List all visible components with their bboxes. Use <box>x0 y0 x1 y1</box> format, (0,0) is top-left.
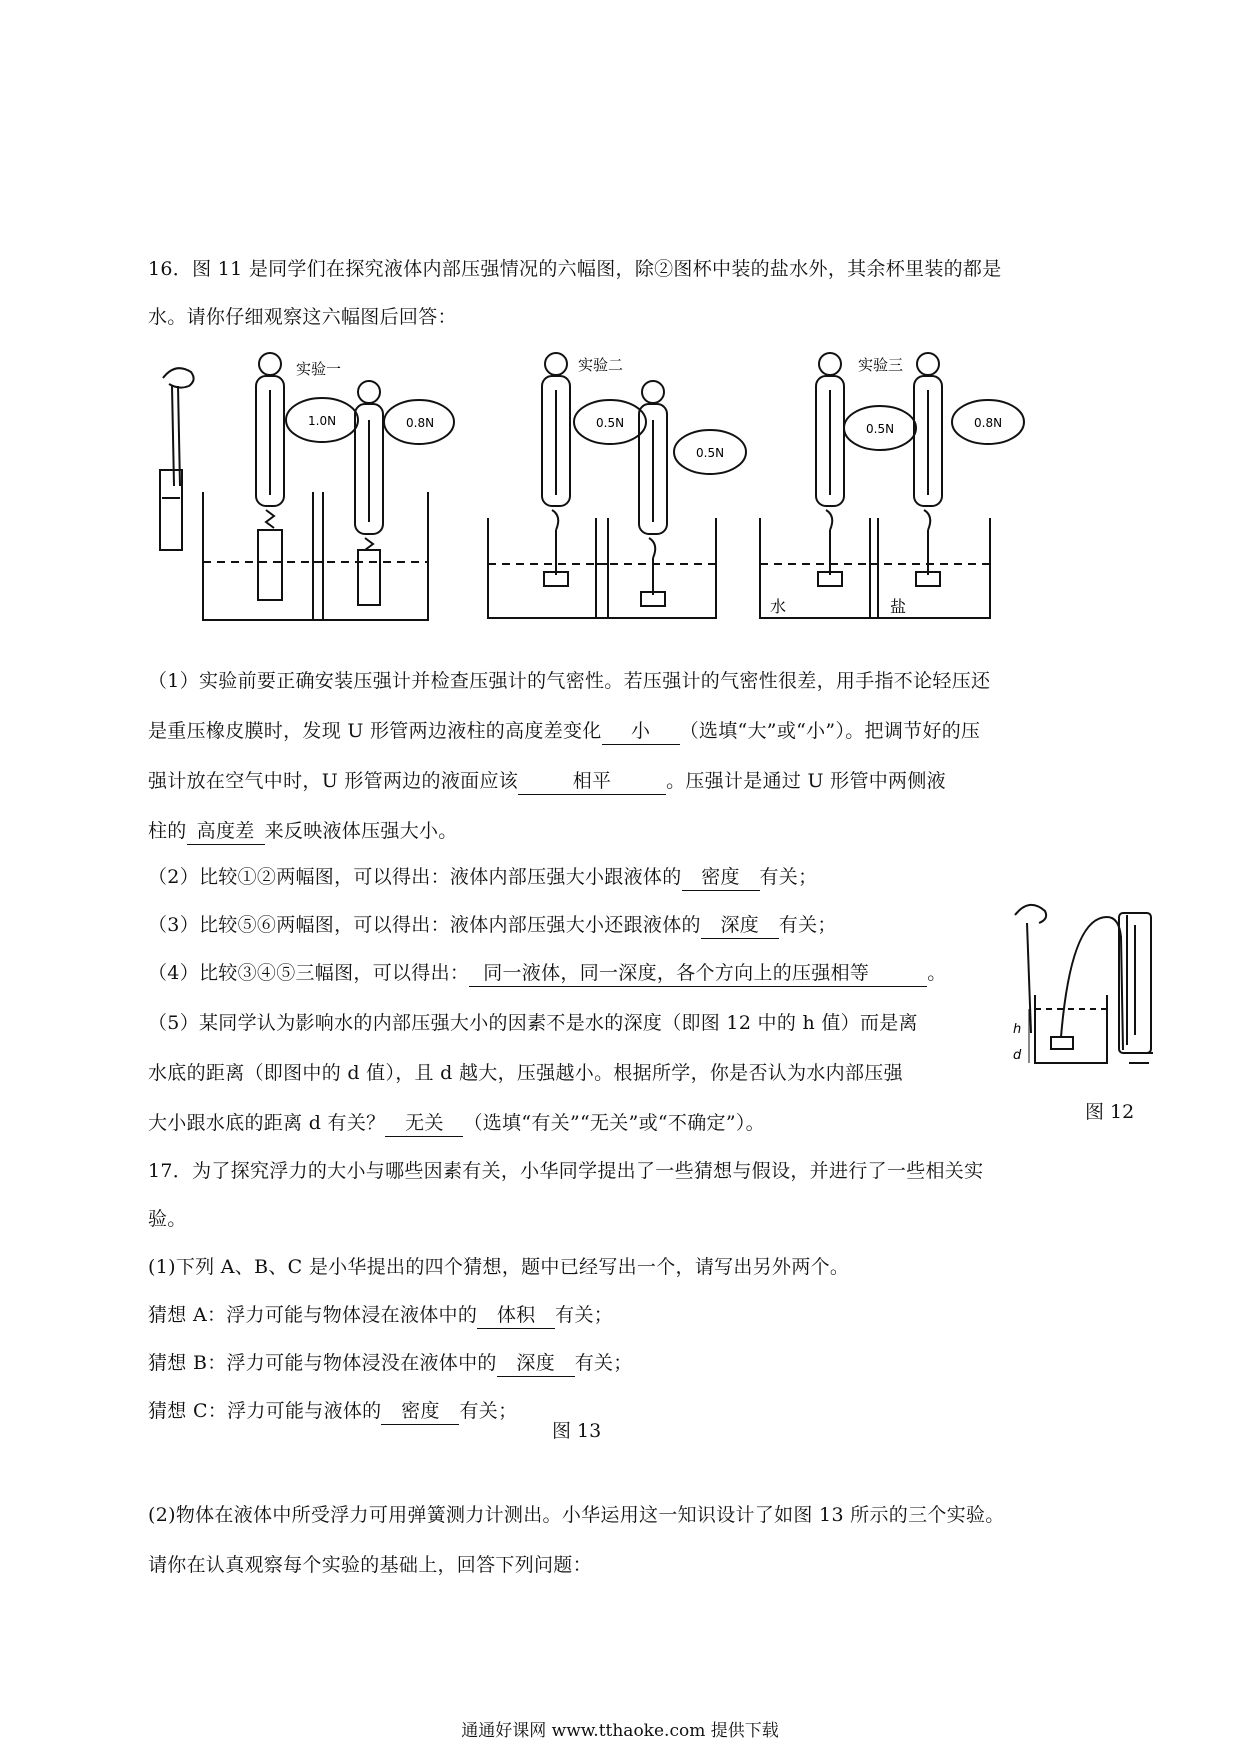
q16-p5-line1: （5）某同学认为影响水的内部压强大小的因素不是水的深度（即图 12 中的 h 值）而是离 <box>148 1012 918 1034</box>
q16-p4: （4）比较③④⑤三幅图，可以得出： 同一液体，同一深度，各个方向上的压强相等 。 <box>148 960 947 987</box>
q17-p2-line2: 请你在认真观察每个实验的基础上，回答下列问题： <box>148 1554 592 1576</box>
hand-gauge-sketch <box>160 368 194 550</box>
reading-5: 0.5N <box>866 422 895 436</box>
exp1-title: 实验一 <box>296 360 342 378</box>
reading-4: 0.5N <box>696 446 725 460</box>
q16-p5-line2: 水底的距离（即图中的 d 值），且 d 越大，压强越小。根据所学，你是否认为水内部压强 <box>148 1062 903 1084</box>
exp1-drawing <box>203 353 454 620</box>
exp2-drawing <box>488 353 746 618</box>
q16-p1-line2: 是重压橡皮膜时，发现 U 形管两边液柱的高度差变化 小 （选填“大”或“小”）。把调节好的压 <box>148 718 980 745</box>
fig12-d-label: d <box>1013 1048 1022 1063</box>
q17-intro-line2: 验。 <box>148 1208 187 1230</box>
reading-2: 0.8N <box>406 416 435 430</box>
q17-intro-line1: 17．为了探究浮力的大小与哪些因素有关，小华同学提出了一些猜想与假设，并进行了一些相关实 <box>148 1160 984 1182</box>
answer-blank: 同一液体，同一深度，各个方向上的压强相等 <box>469 960 927 987</box>
q17-guess-c: 猜想 C：浮力可能与液体的 密度 有关； <box>148 1398 517 1425</box>
fig12-caption: 图 12 <box>1085 1101 1135 1123</box>
fig12-h-label: h <box>1013 1022 1022 1037</box>
answer-blank: 小 <box>602 718 680 745</box>
answer-blank: 深度 <box>701 912 779 939</box>
exp3-title: 实验三 <box>858 356 904 374</box>
answer-blank: 体积 <box>477 1302 555 1329</box>
q16-intro-line2: 水。请你仔细观察这六幅图后回答： <box>148 306 457 328</box>
label-water: 水 <box>770 597 787 616</box>
q16-p1-line4: 柱的 高度差 来反映液体压强大小。 <box>148 818 458 845</box>
reading-6: 0.8N <box>974 416 1003 430</box>
q17-guess-a: 猜想 A：浮力可能与物体浸在液体中的 体积 有关； <box>148 1302 613 1329</box>
label-salt: 盐 <box>890 597 907 616</box>
answer-blank: 深度 <box>497 1350 575 1377</box>
answer-blank: 相平 <box>518 768 666 795</box>
figure-11 <box>148 350 1240 630</box>
q17-p2-line1: (2)物体在液体中所受浮力可用弹簧测力计测出。小华运用这一知识设计了如图 13 所示的三个实验。 <box>148 1504 1005 1526</box>
answer-blank: 无关 <box>385 1110 463 1137</box>
q16-intro-line1: 16．图 11 是同学们在探究液体内部压强情况的六幅图，除②图杯中装的盐水外，其余杯里装的都是 <box>148 258 1002 280</box>
fig13-caption: 图 13 <box>552 1420 602 1442</box>
exp3-drawing <box>760 353 1024 618</box>
reading-1: 1.0N <box>308 414 337 428</box>
reading-3: 0.5N <box>596 416 625 430</box>
q16-p5-line3: 大小跟水底的距离 d 有关？ 无关 （选填“有关”“无关”或“不确定”）。 <box>148 1110 765 1137</box>
q16-p1-line1: （1）实验前要正确安装压强计并检查压强计的气密性。若压强计的气密性很差，用手指不论轻压还 <box>148 670 991 692</box>
exp2-title: 实验二 <box>578 356 624 374</box>
q16-p3: （3）比较⑤⑥两幅图，可以得出：液体内部压强大小还跟液体的 深度 有关； <box>148 912 837 939</box>
answer-blank: 高度差 <box>187 818 265 845</box>
answer-blank: 密度 <box>682 864 760 891</box>
footer-source: 通通好课网 www.tthaoke.com 提供下载 <box>461 1721 779 1741</box>
q17-p1: (1)下列 A、B、C 是小华提出的四个猜想，题中已经写出一个，请写出另外两个。 <box>148 1256 850 1278</box>
figure-12 <box>1005 885 1165 1075</box>
answer-blank: 密度 <box>381 1398 459 1425</box>
q17-guess-b: 猜想 B：浮力可能与物体浸没在液体中的 深度 有关； <box>148 1350 633 1377</box>
q16-p2: （2）比较①②两幅图，可以得出：液体内部压强大小跟液体的 密度 有关； <box>148 864 817 891</box>
q16-p1-line3: 强计放在空气中时，U 形管两边的液面应该 相平 。压强计是通过 U 形管中两侧液 <box>148 768 946 795</box>
